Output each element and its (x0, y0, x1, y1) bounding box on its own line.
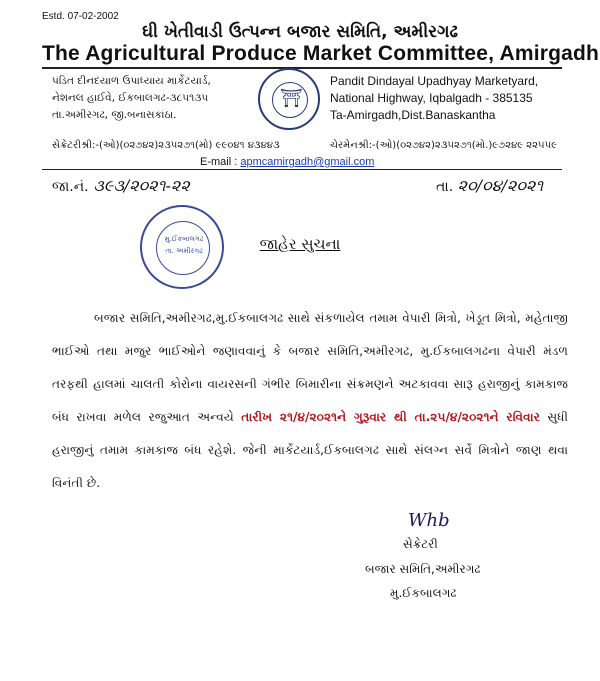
notice-body-part2: સુધી હરાજીનું તમામ કામકાજ બંધ રહેશે. જેની માર્કેટયાર્ડ,ઈકબાલગઢ સાથે સંલગ્ન સર્વે મિત્રોને જાણ થવા વિનંતી છે. (52, 410, 568, 490)
apmc-logo-seal (258, 68, 320, 130)
temple-icon: ⛩ (280, 88, 303, 109)
address-english-line: Ta-Amirgadh,Dist.Banaskantha (330, 108, 496, 122)
date-label: તા. (436, 179, 454, 195)
signatory-office: બજાર સમિતિ,અમીરગઢ (365, 562, 481, 576)
notice-body-part1: બજાર સમિતિ,અમીરગઢ,મુ.ઈકબાલગઢ સાથે સંકળાયેલ તમામ વેપારી મિત્રો, ખેડૂત મિત્રો, મહેતાજી ભાઈઓ તથા મજુર ભાઈઓને જણાવવાનું કે બજાર સમિતિ,અમીરગઢ, મુ.ઈકબાલગઢના વેપારી મંડળ તરફથી હાલમાં ચાલતી કોરોના વાયરસની ગંભીર બિમારીના સંક્રમણને અટકાવવા સારૂ હરાજીનું કામકાજ બંધ રાખવા મળેલ રજુઆત અન્વયે (52, 311, 568, 424)
notice-heading (0, 235, 600, 253)
stamp-line: તા. અમીરગઢ (165, 247, 203, 255)
address-gujarati-line: પંડિત દીનદયાળ ઉપાધ્યાય માર્કેટયાર્ડ, (52, 75, 211, 87)
reference-date (436, 176, 543, 196)
notice-body (52, 302, 568, 500)
reference-label: જા.નં. (52, 179, 89, 195)
email-label: E-mail : (200, 156, 238, 168)
signatory-designation: સેક્રેટરી (403, 537, 438, 551)
header-bottom-divider (42, 169, 562, 170)
established-date: Estd. 07-02-2002 (42, 11, 119, 22)
notice-date-range: તારીખ ૨૧/૪/૨૦૨૧ને ગુરૂવાર થી તા.૨૫/૪/૨૦૨૧ને રવિવાર (241, 410, 540, 424)
reference-value: ૩૯૩/૨૦૨૧-૨૨ (93, 176, 190, 195)
signatory-place: મુ.ઈકબાલગઢ (390, 586, 457, 600)
header-divider (42, 67, 562, 69)
email-link[interactable]: apmcamirgadh@gmail.com (240, 156, 375, 168)
chairman-contact: ચેરમેનશ્રી:-(ઓ)(૦૨૭૪૨)૨૩૫૨૭૧(મો.)૯૭૨૪૯ ૨૨૫૫૯ (330, 140, 558, 151)
email-row (200, 156, 374, 168)
address-gujarati (52, 73, 252, 124)
address-gujarati-line: નેશનલ હાઈવે, ઈકબાલગઢ-૩૮૫૧૩૫ (52, 92, 209, 104)
date-value: ૨૦/૦૪/૨૦૨૧ (457, 176, 544, 195)
address-english (330, 73, 538, 124)
secretary-contact: સેક્રેટરીશ્રી:-(ઓ)(૦૨૭૪૨)૨૩૫૨૭૧(મો) ૯૯૦૪૧ ૪૩૪૪૩ (52, 140, 280, 151)
stamp-line: મુ.ઈકબાલગઢ (164, 235, 204, 243)
reference-number (52, 176, 190, 196)
address-english-line: National Highway, Iqbalgadh - 385135 (330, 91, 533, 105)
notice-title: જાહેર સુચના (259, 235, 341, 253)
address-english-line: Pandit Dindayal Upadhyay Marketyard, (330, 74, 539, 88)
address-gujarati-line: તા.અમીરગઢ, જી.બનાસકાંઠા. (52, 109, 177, 121)
title-gujarati: ઘી ખેતીવાડી ઉત્પન્ન બજાર સમિતિ, અમીરગઢ (142, 22, 458, 42)
title-english: The Agricultural Produce Market Committee, Amirgadh (42, 42, 600, 65)
signature-mark: Whb (408, 510, 450, 531)
